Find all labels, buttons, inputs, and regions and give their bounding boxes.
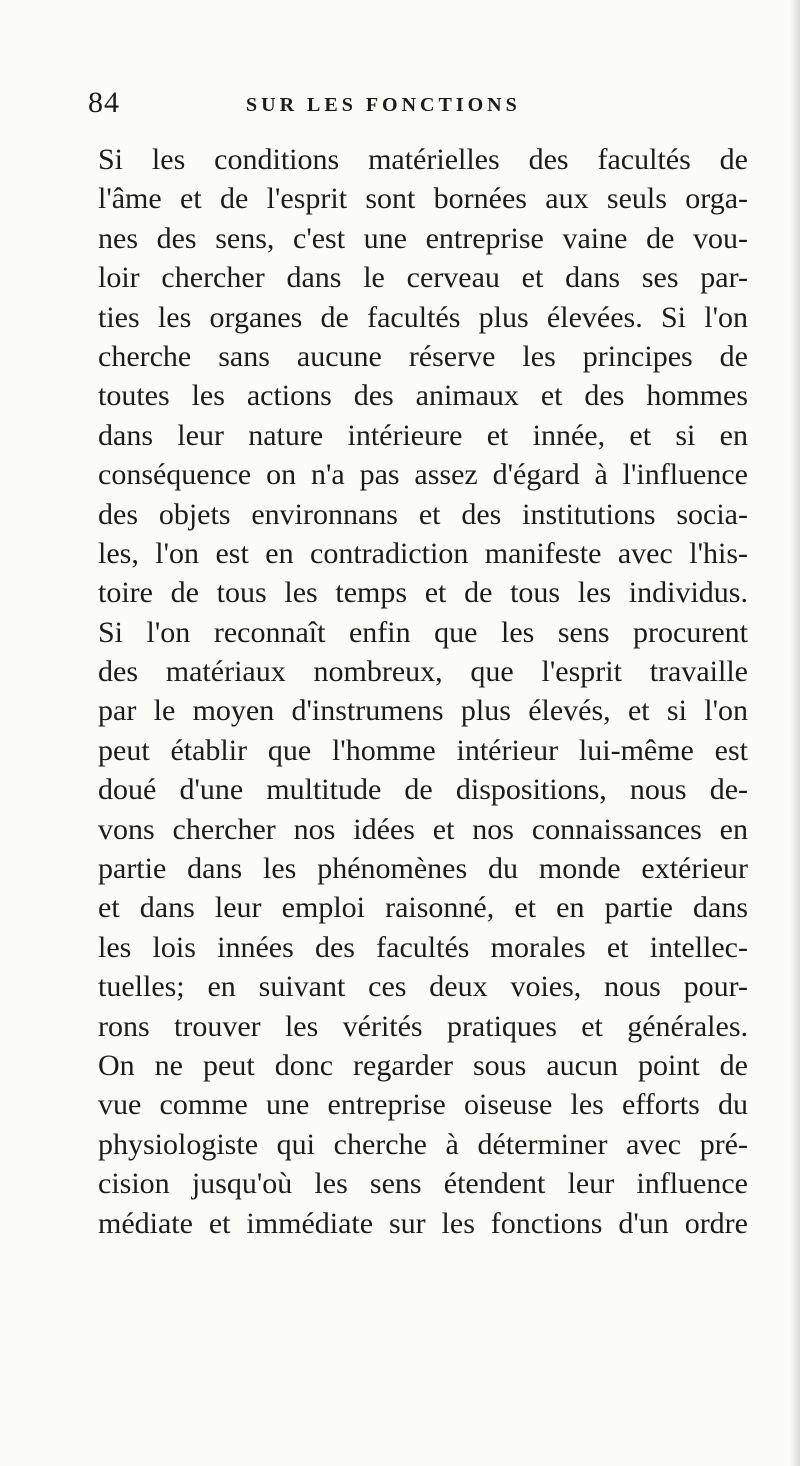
- text-line: et dans leur emploi raisonné, et en partie dans: [98, 891, 748, 925]
- text-line: des matériaux nombreux, que l'esprit travaille: [98, 655, 748, 689]
- text-line: l'âme et de l'esprit sont bornées aux seuls orga-: [98, 182, 748, 216]
- text-line: ties les organes de facultés plus élevées. Si l'on: [98, 300, 748, 334]
- text-line: les, l'on est en contradiction manifeste avec l'his-: [98, 536, 748, 570]
- text-line: doué d'une multitude de dispositions, nous de-: [98, 773, 748, 807]
- text-line: toire de tous les temps et de tous les individus.: [98, 576, 748, 610]
- text-line: nes des sens, c'est une entreprise vaine de vou-: [98, 221, 748, 255]
- text-line: loir chercher dans le cerveau et dans ses par-: [98, 261, 748, 295]
- text-line: par le moyen d'instrumens plus élevés, et si l'on: [98, 694, 748, 728]
- text-line: médiate et immédiate sur les fonctions d'un ordre: [98, 1206, 748, 1240]
- text-line: cherche sans aucune réserve les principes de: [98, 339, 748, 373]
- text-line: toutes les actions des animaux et des hommes: [98, 379, 748, 413]
- text-line: physiologiste qui cherche à déterminer avec pré-: [98, 1127, 748, 1161]
- text-line: tuelles; en suivant ces deux voies, nous pour-: [98, 970, 748, 1004]
- running-title: SUR LES FONCTIONS: [246, 94, 521, 116]
- text-line: partie dans les phénomènes du monde extérieur: [98, 852, 748, 886]
- text-line: vue comme une entreprise oiseuse les efforts du: [98, 1088, 748, 1122]
- text-line: vons chercher nos idées et nos connaissances en: [98, 812, 748, 846]
- text-line: peut établir que l'homme intérieur lui-même est: [98, 733, 748, 767]
- running-head: [88, 86, 708, 126]
- body-text: [98, 140, 748, 1243]
- page-number: 84: [88, 86, 120, 119]
- text-line: dans leur nature intérieure et innée, et si en: [98, 418, 748, 452]
- text-line: des objets environnans et des institutions socia-: [98, 497, 748, 531]
- text-line: cision jusqu'où les sens étendent leur influence: [98, 1167, 748, 1201]
- text-line: les lois innées des facultés morales et intellec-: [98, 930, 748, 964]
- text-line: conséquence on n'a pas assez d'égard à l'influence: [98, 458, 748, 492]
- page-edge-shadow: [790, 0, 800, 1466]
- text-line: On ne peut donc regarder sous aucun point de: [98, 1048, 748, 1082]
- text-line: Si les conditions matérielles des facultés de: [98, 143, 748, 176]
- text-line: Si l'on reconnaît enfin que les sens procurent: [98, 615, 748, 649]
- text-line: rons trouver les vérités pratiques et générales.: [98, 1009, 748, 1043]
